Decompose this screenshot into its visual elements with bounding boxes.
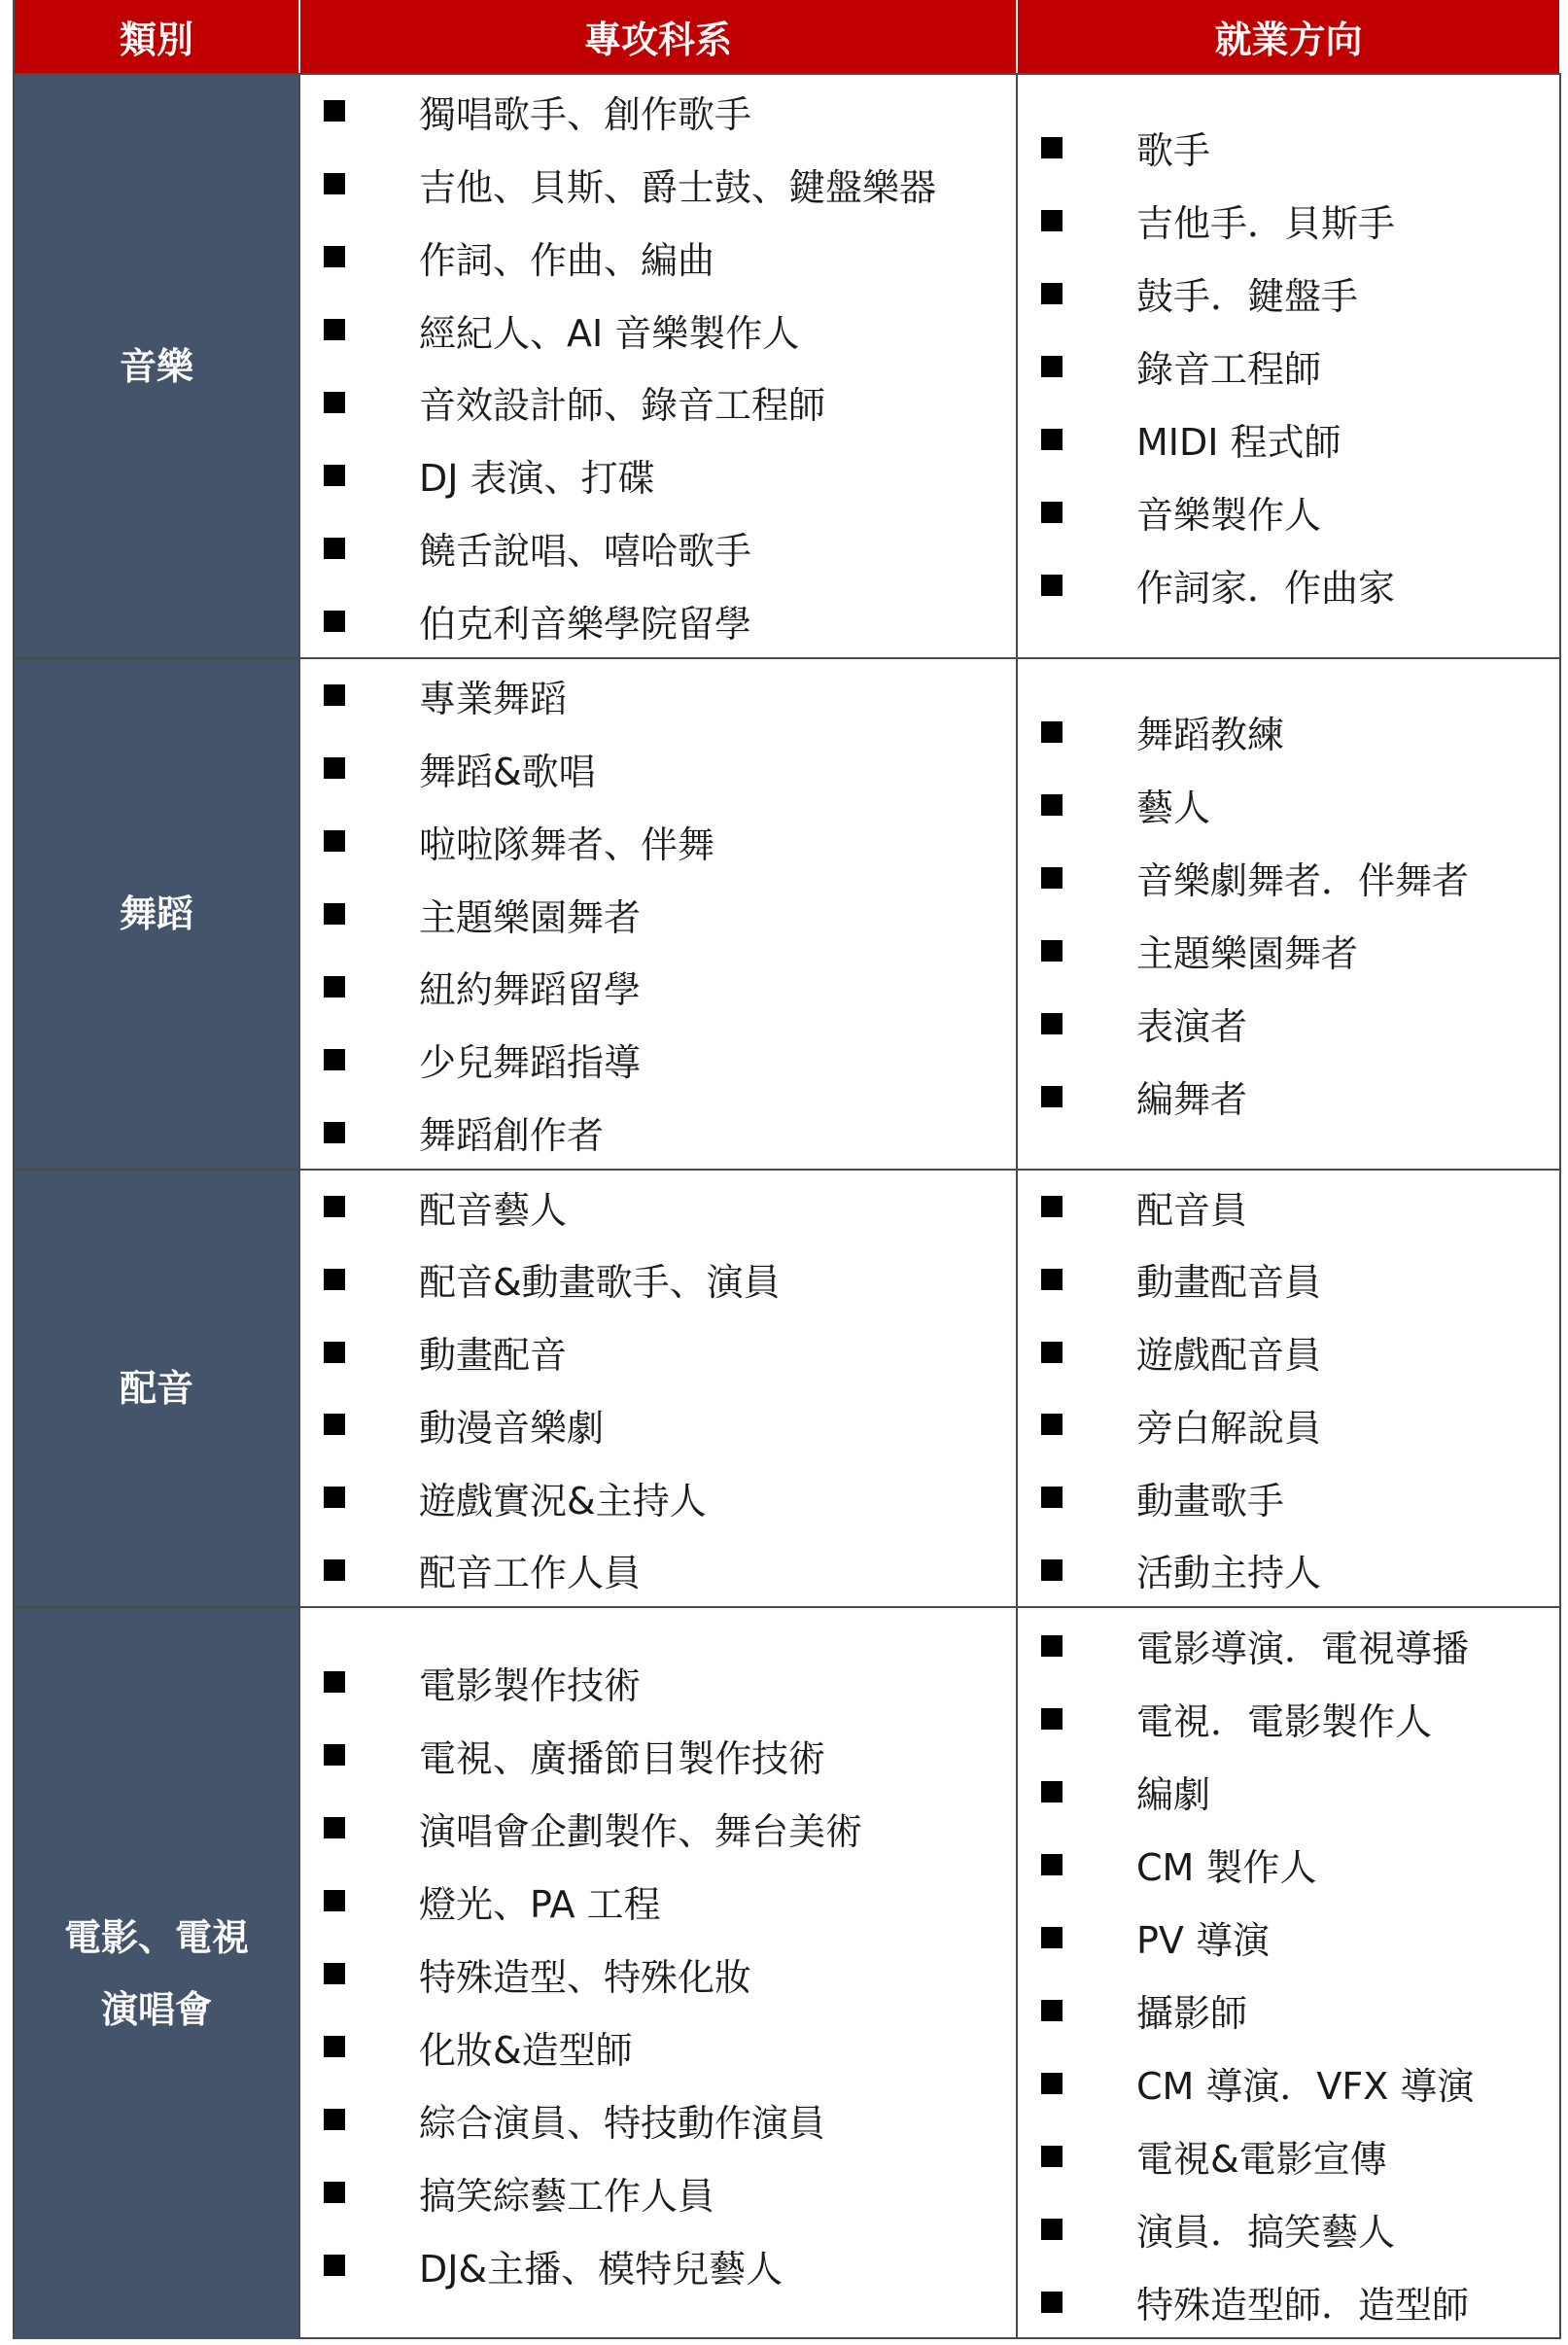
list-item: 舞蹈&歌唱 [300,732,1016,805]
careers-cell [1018,73,1561,657]
list-item: 電影製作技術 [300,1646,1016,1719]
careers-cell [1018,1606,1561,2339]
career-table [13,0,1559,2339]
bullet-icon [324,2109,345,2130]
bullet-icon [324,1487,345,1508]
list-item: 化妝&造型師 [300,2011,1016,2083]
list-item: 配音&動畫歌手、演員 [300,1243,1016,1316]
bullet-icon [324,1414,345,1435]
list-item: 啦啦隊舞者、伴舞 [300,805,1016,878]
list-item: 動畫配音 [300,1315,1016,1388]
bullet-icon [324,392,345,413]
header-majors: 專攻科系 [300,0,1018,73]
category-label-line-1: 電影、電視 [63,1916,249,1959]
bullet-icon [324,1671,345,1693]
list-item: MIDI 程式師 [1018,402,1559,475]
list-item: 特殊造型、特殊化妝 [300,1938,1016,2011]
list-item: 攝影師 [1018,1974,1559,2047]
list-item: PV 導演 [1018,1901,1559,1974]
list-item: 動畫歌手 [1018,1461,1559,1534]
list-item: 配音員 [1018,1171,1559,1243]
list-item: 主題樂園舞者 [1018,914,1559,987]
header-category: 類別 [15,0,300,73]
bullet-icon [1041,1781,1063,1802]
bullet-icon [324,100,345,122]
category-cell [15,1606,300,2339]
list-item: 活動主持人 [1018,1533,1559,1606]
list-item: CM 製作人 [1018,1828,1559,1901]
bullet-icon [1041,283,1063,304]
list-item: 錄音工程師 [1018,330,1559,402]
bullet-icon [324,173,345,194]
list-item: 電影導演．電視導播 [1018,1609,1559,1682]
list-item: 搞笑綜藝工作人員 [300,2156,1016,2229]
bullet-icon [1041,2292,1063,2313]
bullet-icon [324,2255,345,2276]
majors-cell [300,1606,1018,2339]
list-item: 電視．電影製作人 [1018,1682,1559,1755]
bullet-icon [1041,210,1063,231]
bullet-icon [324,319,345,340]
bullet-icon [1041,721,1063,743]
bullet-icon [1041,2219,1063,2240]
bullet-icon [324,1049,345,1070]
bullet-icon [324,830,345,852]
bullet-icon [324,1963,345,1984]
list-item: 舞蹈教練 [1018,695,1559,768]
majors-cell [300,657,1018,1169]
category-label-line-2: 演唱會 [100,1988,212,2031]
bullet-icon [1041,356,1063,377]
header-careers: 就業方向 [1018,0,1561,73]
bullet-icon [1041,1708,1063,1730]
bullet-icon [324,1559,345,1581]
bullet-icon [324,684,345,706]
bullet-icon [1041,1487,1063,1508]
category-label: 配音 [119,1367,193,1410]
list-item: 少兒舞蹈指導 [300,1023,1016,1096]
careers-cell [1018,1169,1561,1606]
bullet-icon [1041,1927,1063,1948]
bullet-icon [1041,137,1063,158]
category-cell [15,657,300,1169]
bullet-icon [324,1269,345,1290]
list-item: 表演者 [1018,987,1559,1060]
list-item: 遊戲配音員 [1018,1315,1559,1388]
list-item: 電視、廣播節目製作技術 [300,1719,1016,1792]
list-item: 吉他、貝斯、爵士鼓、鍵盤樂器 [300,148,1016,221]
bullet-icon [1041,1342,1063,1363]
list-item: 吉他手．貝斯手 [1018,184,1559,257]
list-item: 電視&電影宣傳 [1018,2119,1559,2192]
bullet-icon [1041,1854,1063,1875]
list-item: 旁白解說員 [1018,1388,1559,1461]
majors-cell [300,1169,1018,1606]
bullet-icon [1041,2073,1063,2094]
bullet-icon [1041,1196,1063,1217]
bullet-icon [1041,575,1063,596]
bullet-icon [1041,1414,1063,1435]
category-cell [15,73,300,657]
list-item: 遊戲實況&主持人 [300,1461,1016,1534]
list-item: DJ 表演、打碟 [300,438,1016,511]
list-item: 主題樂園舞者 [300,878,1016,951]
list-item: 動畫配音員 [1018,1243,1559,1316]
bullet-icon [1041,1635,1063,1657]
list-item: 演唱會企劃製作、舞台美術 [300,1792,1016,1865]
bullet-icon [324,2182,345,2203]
list-item: 作詞家．作曲家 [1018,548,1559,621]
bullet-icon [1041,940,1063,962]
bullet-icon [1041,429,1063,450]
category-label: 舞蹈 [119,892,193,935]
list-item: 專業舞蹈 [300,659,1016,732]
list-item: 特殊造型師．造型師 [1018,2265,1559,2338]
bullet-icon [324,757,345,779]
list-item: 演員．搞笑藝人 [1018,2192,1559,2265]
bullet-icon [1041,1269,1063,1290]
bullet-icon [324,538,345,559]
bullet-icon [324,976,345,998]
list-item: 音樂劇舞者．伴舞者 [1018,841,1559,914]
bullet-icon [324,1744,345,1766]
bullet-icon [1041,2146,1063,2167]
bullet-icon [324,903,345,925]
list-item: 伯克利音樂學院留學 [300,584,1016,657]
bullet-icon [1041,2000,1063,2021]
bullet-icon [324,465,345,486]
bullet-icon [324,246,345,267]
bullet-icon [324,611,345,632]
list-item: 動漫音樂劇 [300,1388,1016,1461]
list-item: 經紀人、AI 音樂製作人 [300,294,1016,367]
list-item: 藝人 [1018,768,1559,841]
bullet-icon [1041,794,1063,816]
list-item: CM 導演．VFX 導演 [1018,2047,1559,2119]
list-item: 音樂製作人 [1018,475,1559,548]
list-item: 紐約舞蹈留學 [300,950,1016,1023]
list-item: 舞蹈創作者 [300,1096,1016,1169]
list-item: 綜合演員、特技動作演員 [300,2083,1016,2156]
bullet-icon [324,1342,345,1363]
list-item: 編劇 [1018,1755,1559,1828]
list-item: DJ&主播、模特兒藝人 [300,2229,1016,2302]
bullet-icon [1041,1559,1063,1581]
list-item: 音效設計師、錄音工程師 [300,367,1016,439]
list-item: 獨唱歌手、創作歌手 [300,75,1016,148]
majors-cell [300,73,1018,657]
category-label: 音樂 [119,344,193,388]
bullet-icon [1041,1013,1063,1034]
careers-cell [1018,657,1561,1169]
bullet-icon [324,1196,345,1217]
list-item: 編舞者 [1018,1060,1559,1133]
bullet-icon [324,1122,345,1143]
bullet-icon [324,2036,345,2057]
list-item: 作詞、作曲、編曲 [300,221,1016,294]
list-item: 歌手 [1018,111,1559,184]
bullet-icon [324,1817,345,1838]
list-item: 鼓手．鍵盤手 [1018,257,1559,330]
list-item: 饒舌說唱、嘻哈歌手 [300,511,1016,584]
bullet-icon [1041,867,1063,889]
category-cell [15,1169,300,1606]
bullet-icon [1041,1086,1063,1107]
bullet-icon [324,1890,345,1911]
list-item: 配音工作人員 [300,1533,1016,1606]
list-item: 燈光、PA 工程 [300,1865,1016,1938]
list-item: 配音藝人 [300,1171,1016,1243]
bullet-icon [1041,502,1063,523]
